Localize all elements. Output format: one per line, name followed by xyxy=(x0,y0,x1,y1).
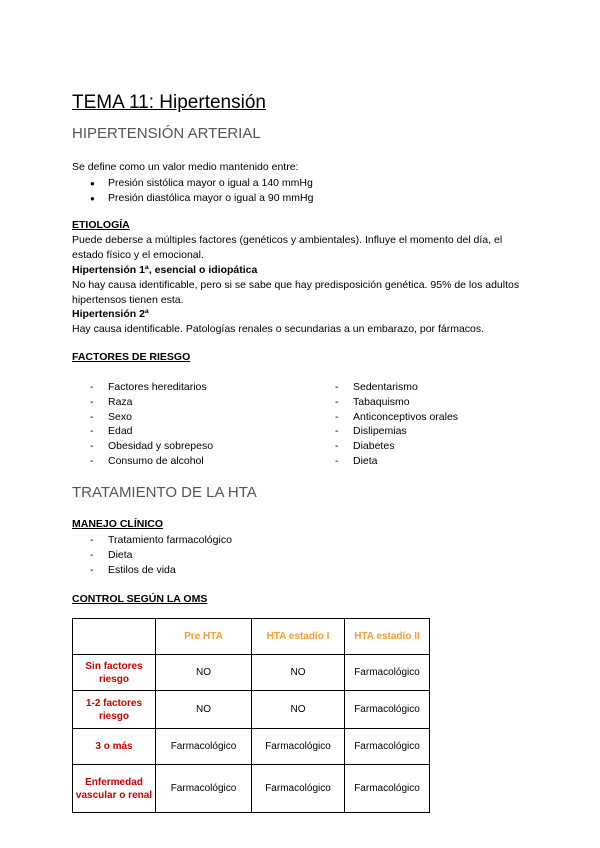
primary-text: No hay causa identificable, pero si se sabe que hay predisposición genética. 95% de los adultos hipertensos tienen esta. xyxy=(72,279,520,306)
list-item: - Sexo xyxy=(72,410,213,425)
list-item: - Dislipemias xyxy=(317,424,458,439)
list-item: - Tabaquismo xyxy=(317,395,458,410)
manejo-list xyxy=(72,533,232,577)
criteria-list xyxy=(72,176,313,206)
control-heading: CONTROL SEGÚN LA OMS xyxy=(72,593,208,605)
table-row xyxy=(73,729,430,765)
list-item: - Sedentarismo xyxy=(317,380,458,395)
page-title: TEMA 11: Hipertensión xyxy=(72,92,266,113)
table-cell: Farmacológico xyxy=(252,765,345,813)
table-header-cell: Pre HTA xyxy=(156,619,252,655)
list-item: - Edad xyxy=(72,424,213,439)
list-item: - Anticonceptivos orales xyxy=(317,410,458,425)
table-cell: Farmacológico xyxy=(156,729,252,765)
table-cell: NO xyxy=(252,655,345,691)
list-item: - Raza xyxy=(72,395,213,410)
list-item: - Estilos de vida xyxy=(72,563,232,578)
table-cell: Farmacológico xyxy=(345,765,430,813)
table-header-cell: HTA estadío II xyxy=(345,619,430,655)
table-cell: Farmacológico xyxy=(156,765,252,813)
intro-text: Se define como un valor medio mantenido entre: xyxy=(72,161,299,173)
list-item: - Consumo de alcohol xyxy=(72,454,213,469)
primary-heading: Hipertensión 1ª, esencial o idiopática xyxy=(72,264,258,276)
list-item: - Factores hereditarios xyxy=(72,380,213,395)
riesgo-list-right xyxy=(317,380,458,469)
manejo-heading: MANEJO CLÍNICO xyxy=(72,518,164,530)
section-heading-tratamiento: TRATAMIENTO DE LA HTA xyxy=(72,484,257,501)
table-header-row xyxy=(73,619,430,655)
table-row-label: 3 o más xyxy=(73,729,156,765)
table-header-cell xyxy=(73,619,156,655)
table-row-label: 1-2 factores riesgo xyxy=(73,691,156,729)
table-row-label: Sin factores riesgo xyxy=(73,655,156,691)
table-cell: Farmacológico xyxy=(345,655,430,691)
table-row-label: Enfermedad vascular o renal xyxy=(73,765,156,813)
table-cell: NO xyxy=(252,691,345,729)
riesgo-list-left xyxy=(72,380,213,469)
table-cell: Farmacológico xyxy=(252,729,345,765)
section-heading-hipertension: HIPERTENSIÓN ARTERIAL xyxy=(72,125,261,142)
table-cell: NO xyxy=(156,655,252,691)
list-item: - Tratamiento farmacológico xyxy=(72,533,232,548)
list-item: ● Presión diastólica mayor o igual a 90 mmHg xyxy=(72,191,313,206)
table-row xyxy=(73,655,430,691)
list-item: - Obesidad y sobrepeso xyxy=(72,439,213,454)
table-row xyxy=(73,765,430,813)
secondary-text: Hay causa identificable. Patologías renales o secundarias a un embarazo, por fármacos. xyxy=(72,323,485,335)
secondary-heading: Hipertensión 2ª xyxy=(72,308,149,320)
list-item: ● Presión sistólica mayor o igual a 140 mmHg xyxy=(72,176,313,191)
etiologia-text: Puede deberse a múltiples factores (genéticos y ambientales). Influye el momento del día, el estado físico y el emocional. xyxy=(72,234,503,261)
list-item: - Dieta xyxy=(72,548,232,563)
list-item: - Diabetes xyxy=(317,439,458,454)
table-cell: NO xyxy=(156,691,252,729)
riesgo-heading: FACTORES DE RIESGO xyxy=(72,351,191,363)
table-row xyxy=(73,691,430,729)
etiologia-heading: ETIOLOGÍA xyxy=(72,219,130,231)
oms-control-table xyxy=(72,618,430,813)
table-header-cell: HTA estadío I xyxy=(252,619,345,655)
table-cell: Farmacológico xyxy=(345,729,430,765)
table-cell: Farmacológico xyxy=(345,691,430,729)
list-item: - Dieta xyxy=(317,454,458,469)
